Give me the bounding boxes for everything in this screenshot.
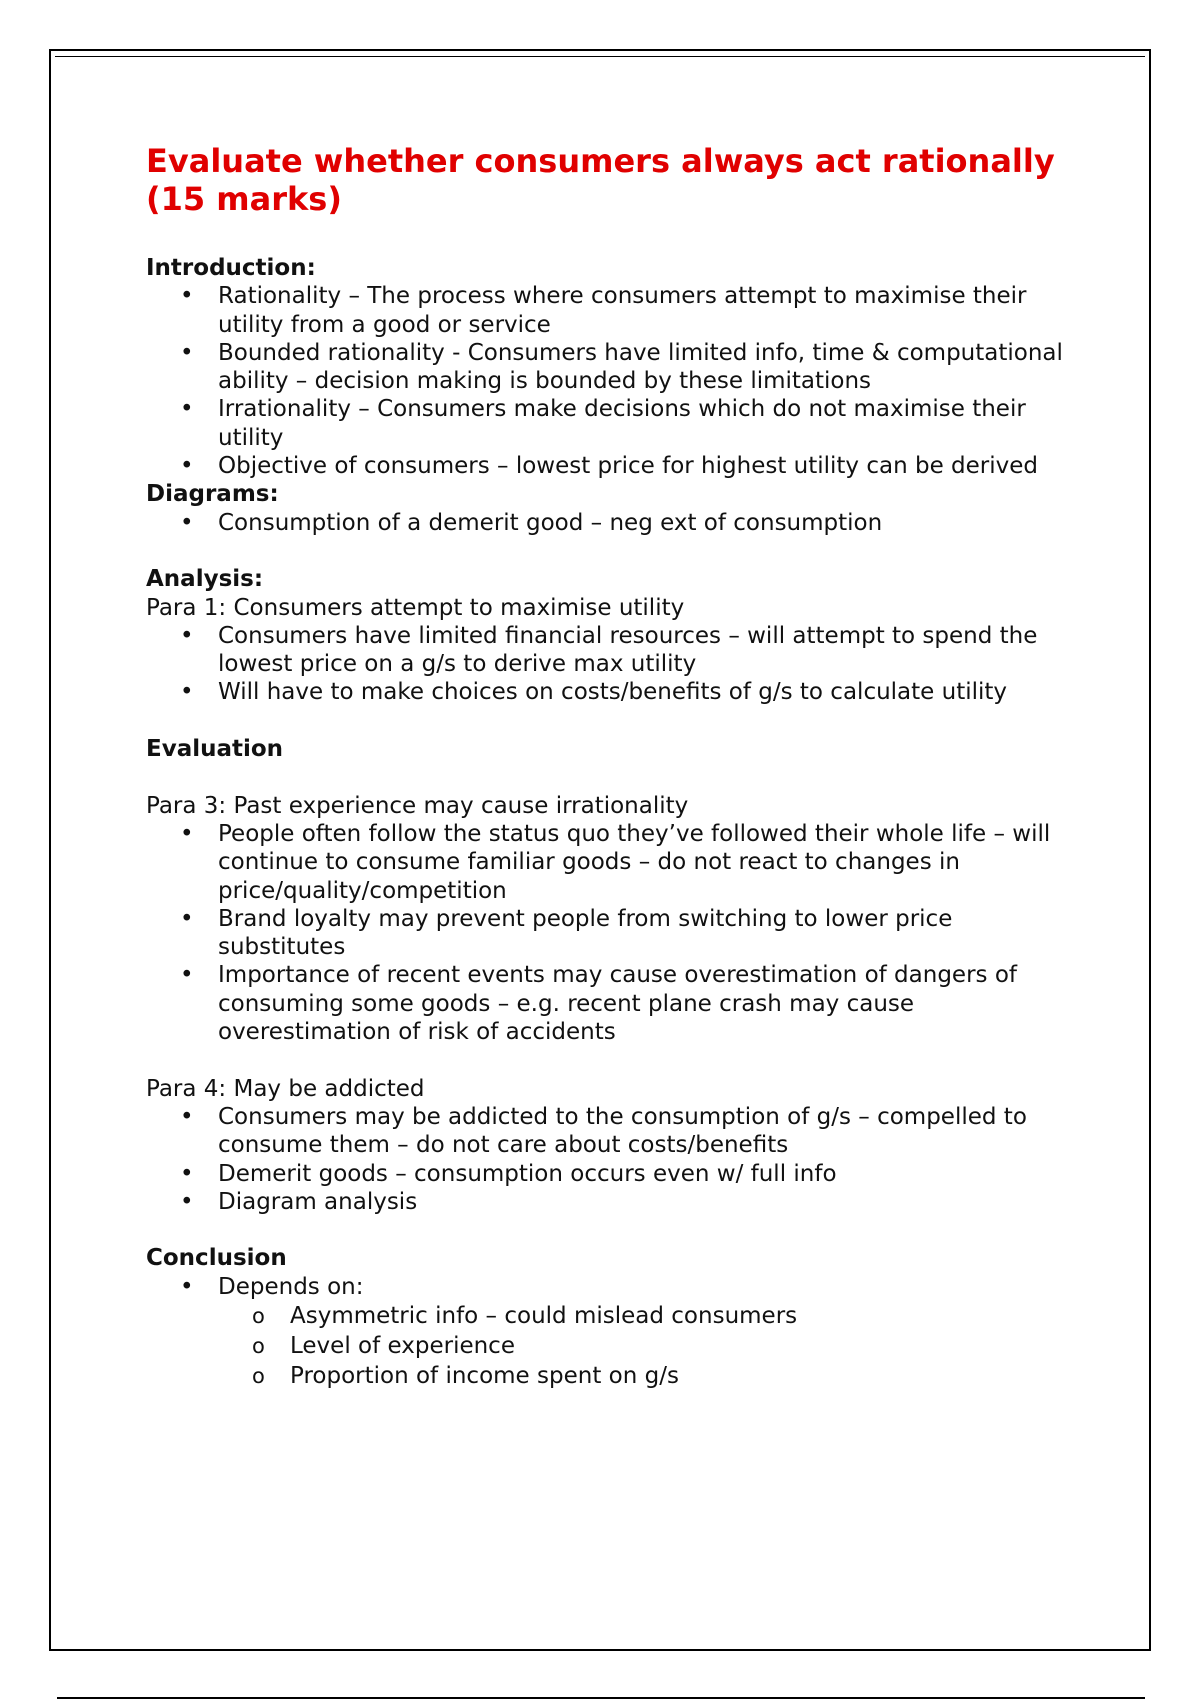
conclusion-sub-list [218,1301,1076,1391]
list-item: • Will have to make choices on costs/benefits of g/s to calculate utility [146,678,1076,706]
para4-list [146,1103,1076,1216]
list-item: • Consumption of a demerit good – neg ext of consumption [146,509,1076,537]
para3-list [146,820,1076,1046]
list-item: • Objective of consumers – lowest price for highest utility can be derived [146,452,1076,480]
bottom-rule [57,1697,1145,1699]
section-heading-analysis: Analysis: [146,566,264,593]
spacer [146,763,1076,791]
sub-list-item: o Level of experience [218,1331,1076,1361]
paragraph-label-para1: Para 1: Consumers attempt to maximise utility [146,594,685,621]
section-heading-conclusion: Conclusion [146,1245,287,1272]
document-content [146,142,1076,1391]
list-item: • Consumers may be addicted to the consumption of g/s – compelled to consume them – do not care about costs/benefits [146,1103,1076,1160]
spacer [146,1046,1076,1074]
sub-list-item: o Proportion of income spent on g/s [218,1361,1076,1391]
list-item: • Brand loyalty may prevent people from switching to lower price substitutes [146,905,1076,962]
spacer [146,1216,1076,1244]
paragraph-label-para4: Para 4: May be addicted [146,1075,425,1102]
list-item: • Bounded rationality - Consumers have limited info, time & computational ability – decision making is bounded by these limitations [146,339,1076,396]
conclusion-bullet-text: Depends on: [218,1273,364,1300]
section-heading-diagrams: Diagrams: [146,481,279,508]
spacer [146,707,1076,735]
list-item: • Rationality – The process where consumers attempt to maximise their utility from a good or service [146,282,1076,339]
introduction-list [146,282,1076,480]
analysis-list [146,622,1076,707]
conclusion-list [146,1273,1076,1391]
diagrams-list [146,509,1076,537]
section-heading-evaluation: Evaluation [146,736,284,763]
list-item: • Diagram analysis [146,1188,1076,1216]
section-heading-introduction: Introduction: [146,255,316,281]
list-item: • Demerit goods – consumption occurs even w/ full info [146,1160,1076,1188]
sub-list-item: o Asymmetric info – could mislead consumers [218,1301,1076,1331]
paragraph-label-para3: Para 3: Past experience may cause irrationality [146,792,689,819]
spacer [146,537,1076,565]
list-item: • Irrationality – Consumers make decisions which do not maximise their utility [146,395,1076,452]
page-title: Evaluate whether consumers always act rationally (15 marks) [146,142,1055,218]
list-item: • Consumers have limited financial resources – will attempt to spend the lowest price on a g/s to derive max utility [146,622,1076,679]
list-item: • Importance of recent events may cause overestimation of dangers of consuming some goods – e.g. recent plane crash may cause overestimation of risk of accidents [146,961,1076,1046]
page-border-inner-rule [55,56,1145,57]
list-item [146,1273,1076,1391]
list-item: • People often follow the status quo they’ve followed their whole life – will continue to consume familiar goods – do not react to changes in price/quality/competition [146,820,1076,905]
